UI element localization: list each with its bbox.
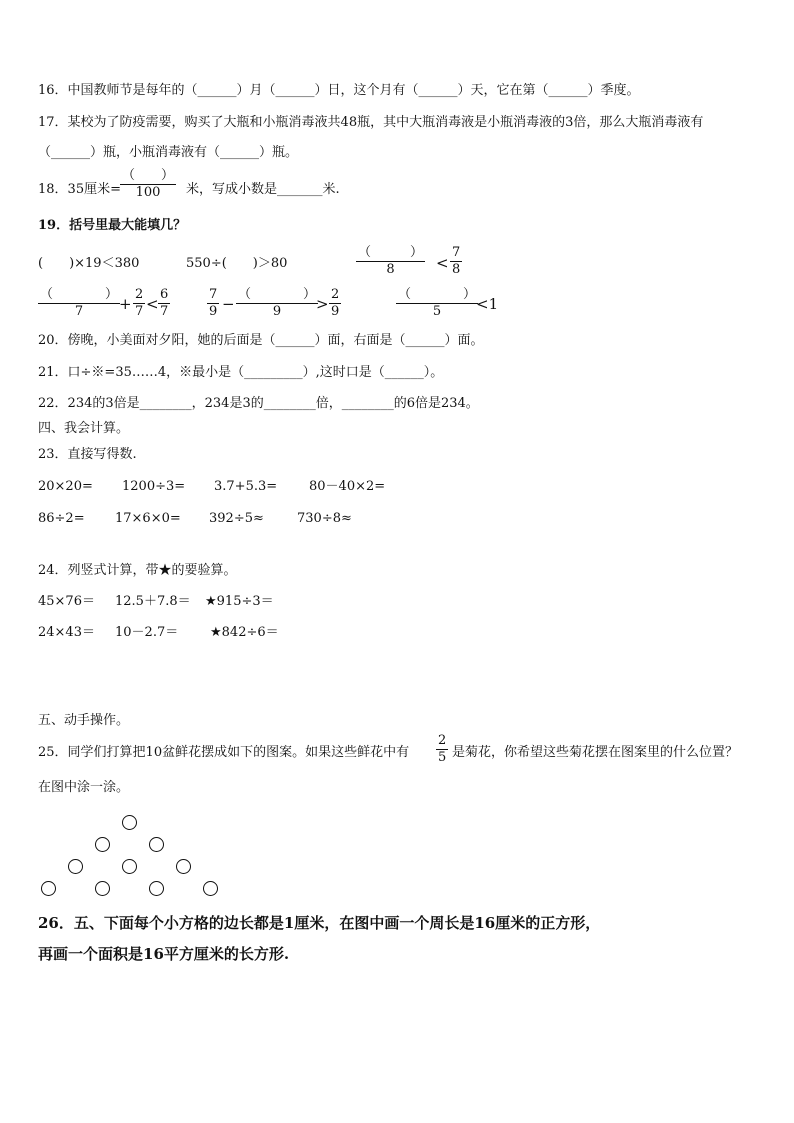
- q19-item-b: 550÷( )＞80: [186, 256, 288, 271]
- question-18-fraction: [120, 168, 176, 201]
- q19-item-d-plus: +: [119, 295, 132, 313]
- fraction-denominator: 5: [438, 750, 447, 765]
- flower-circle-icon[interactable]: [149, 881, 164, 896]
- q19-item-d-fraction: [38, 287, 120, 320]
- q19-item-e-gt: >: [316, 295, 329, 313]
- question-25-fraction: [436, 733, 448, 766]
- q19-item-e-left: [207, 287, 219, 320]
- fraction-denominator: 8: [386, 262, 395, 277]
- fraction-numerator: 2: [438, 733, 447, 748]
- q19-item-f-lt: <1: [476, 295, 499, 313]
- q19-item-c-right-fraction: [450, 245, 462, 278]
- fraction-numerator: 2: [331, 287, 340, 302]
- fraction-denominator: 7: [74, 304, 84, 319]
- question-16: 16．中国教师节是每年的（______）月（______）日，这个月有（______）天，它在第（______）季度。: [38, 83, 640, 98]
- question-25-suffix: 是菊花，你希望这些菊花摆在图案里的什么位置？: [452, 745, 739, 760]
- q19-item-f-fraction: [396, 287, 478, 320]
- fraction-numerator: （ ）: [398, 287, 477, 302]
- question-17-line2: （______）瓶，小瓶消毒液有（______）瓶。: [38, 145, 299, 160]
- q19-item-d-addend: [133, 287, 145, 320]
- flower-circle-icon[interactable]: [176, 859, 191, 874]
- q19-item-e-right: [329, 287, 341, 320]
- q23-row2-item: 392÷5≈: [209, 511, 264, 526]
- fraction-denominator: 8: [452, 262, 461, 277]
- flower-circle-icon[interactable]: [203, 881, 218, 896]
- flower-circle-icon[interactable]: [95, 881, 110, 896]
- q23-row2-item: 17×6×0=: [115, 511, 181, 526]
- flower-circle-icon[interactable]: [68, 859, 83, 874]
- question-23-title: 23．直接写得数.: [38, 447, 137, 462]
- section-4-heading: 四、我会计算。: [38, 421, 130, 436]
- q24-row1-item: ★915÷3＝: [205, 594, 274, 609]
- fraction-denominator: 9: [272, 304, 282, 319]
- fraction-denominator: 5: [432, 304, 442, 319]
- flower-circle-icon[interactable]: [95, 837, 110, 852]
- q23-row1-item: 20×20=: [38, 479, 93, 494]
- flower-circle-icon[interactable]: [41, 881, 56, 896]
- q23-row1-item: 1200÷3=: [122, 479, 186, 494]
- question-20: 20．傍晚，小美面对夕阳，她的后面是（______）面，右面是（______）面。: [38, 333, 484, 348]
- question-21: 21．口÷※=35……4，※最小是（_________）,这时口是（______）。: [38, 365, 444, 380]
- q23-row1-item: 3.7+5.3=: [214, 479, 278, 494]
- question-17-line1: 17．某校为了防疫需要，购买了大瓶和小瓶消毒液共48瓶，其中大瓶消毒液是小瓶消毒液的3倍，那么大瓶消毒液有: [38, 115, 704, 130]
- q19-item-e-minus: −: [222, 295, 235, 313]
- fraction-numerator: 7: [452, 245, 461, 260]
- fraction-denominator: 7: [135, 304, 144, 319]
- fraction-denominator: 9: [209, 304, 218, 319]
- question-26-line2: 再画一个面积是16平方厘米的长方形.: [38, 945, 290, 963]
- fraction-numerator: （ ）: [122, 168, 175, 183]
- flower-circle-icon[interactable]: [122, 859, 137, 874]
- q19-item-c-fraction: [356, 245, 425, 278]
- flower-circle-icon[interactable]: [122, 815, 137, 830]
- q19-item-d-lt: <: [146, 295, 159, 313]
- fraction-numerator: 2: [135, 287, 144, 302]
- fraction-numerator: 7: [209, 287, 218, 302]
- q19-item-a: ( )×19＜380: [38, 256, 140, 271]
- question-25-prefix: 25．同学们打算把10盆鲜花摆成如下的图案。如果这些鲜花中有: [38, 745, 410, 760]
- section-5-heading: 五、动手操作。: [38, 713, 130, 728]
- fraction-denominator: 9: [331, 304, 340, 319]
- question-22: 22．234的3倍是________，234是3的________倍，________的6倍是234。: [38, 396, 479, 411]
- fraction-numerator: （ ）: [40, 287, 119, 302]
- question-18-suffix: 米，写成小数是_______米.: [186, 182, 340, 197]
- question-26-line1: 26．五、下面每个小方格的边长都是1厘米，在图中画一个周长是16厘米的正方形，: [38, 914, 601, 932]
- question-24-title: 24．列竖式计算，带★的要验算。: [38, 563, 237, 578]
- question-19-title: 19．括号里最大能填几？: [38, 218, 187, 233]
- q24-row1-item: 45×76＝: [38, 594, 95, 609]
- fraction-denominator: 7: [160, 304, 169, 319]
- q24-row2-item: 24×43＝: [38, 625, 95, 640]
- question-18-prefix: 18．35厘米=: [38, 182, 121, 197]
- q19-item-e-fraction: [236, 287, 318, 320]
- question-25-line2: 在图中涂一涂。: [38, 780, 130, 795]
- q19-item-d-right: [158, 287, 170, 320]
- flower-circle-icon[interactable]: [149, 837, 164, 852]
- q23-row2-item: 730÷8≈: [297, 511, 352, 526]
- q24-row2-item: 10－2.7＝: [115, 625, 179, 640]
- q24-row1-item: 12.5＋7.8＝: [115, 594, 191, 609]
- q24-row2-item: ★842÷6＝: [210, 625, 279, 640]
- fraction-numerator: （ ）: [238, 287, 317, 302]
- q23-row1-item: 80－40×2=: [309, 479, 386, 494]
- q19-item-c-op: <: [436, 254, 449, 272]
- fraction-numerator: 6: [160, 287, 169, 302]
- fraction-numerator: （ ）: [358, 245, 424, 260]
- q23-row2-item: 86÷2=: [38, 511, 85, 526]
- fraction-denominator: 100: [135, 185, 161, 200]
